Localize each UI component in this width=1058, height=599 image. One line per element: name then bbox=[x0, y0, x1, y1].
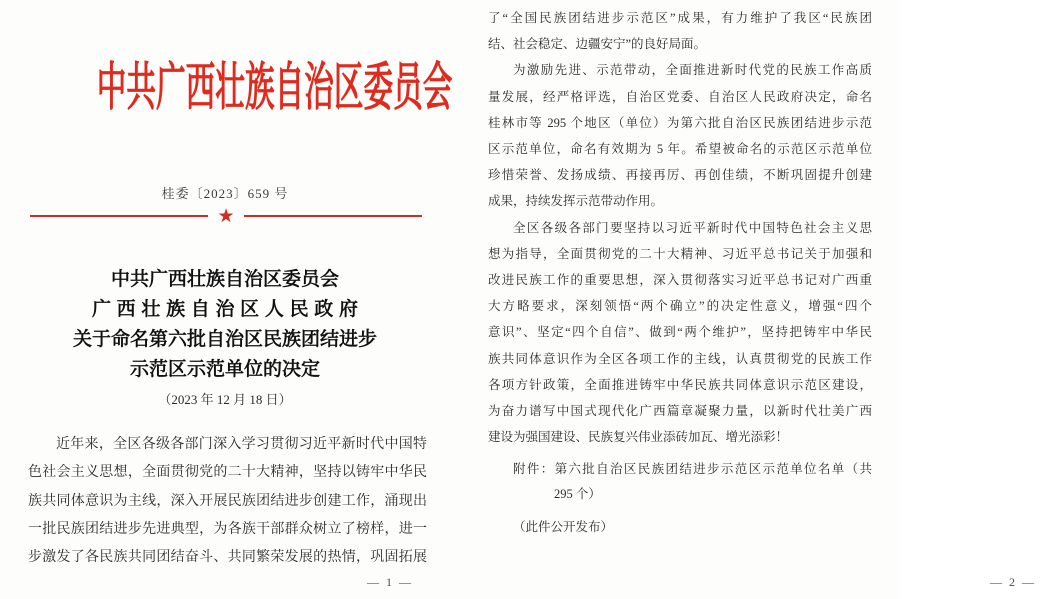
document-number: 桂委〔2023〕659 号 bbox=[161, 186, 289, 201]
title-line-4: 示范区示范单位的决定 bbox=[129, 359, 320, 380]
body-line: 结、社会稳定、边疆安宁”的良好局面。 bbox=[488, 37, 707, 52]
body-line: 大方略要求，深刻领悟“两个确立”的决定性意义，增强“四个 bbox=[488, 299, 872, 314]
page1-body bbox=[28, 431, 427, 572]
page-2 bbox=[488, 0, 1036, 599]
body-line: 各项方针政策，全面推进铸牢中华民族共同体意识示范区建设， bbox=[488, 377, 872, 392]
divider-line-right bbox=[244, 215, 422, 217]
attachment-line: 295 个） bbox=[554, 487, 601, 501]
body-line: 一批民族团结进步先进典型，为各族干部群众树立了榜样，进一 bbox=[28, 521, 427, 537]
page-number-1: — 1 — bbox=[367, 575, 413, 589]
star-icon: ★ bbox=[217, 205, 235, 227]
title-line-3: 关于命名第六批自治区民族团结进步 bbox=[72, 329, 377, 350]
body-line: 量发展，经严格评选，自治区党委、自治区人民政府决定，命名 bbox=[488, 89, 872, 104]
attachment-line: 附件：第六批自治区民族团结进步示范区示范单位名单（共 bbox=[513, 462, 872, 476]
body-line: 成果，持续发挥示范带动作用。 bbox=[488, 194, 664, 209]
document-title bbox=[0, 265, 450, 385]
divider-line-left bbox=[30, 215, 208, 217]
body-line: 全区各级各部门要坚持以习近平新时代中国特色社会主义思 bbox=[513, 220, 872, 235]
body-line: 为奋力谱写中国式现代化广西篇章凝聚力量，以新时代壮美广西 bbox=[488, 404, 872, 419]
body-line: 改进民族工作的重要思想，深入贯彻落实习近平总书记对广西重 bbox=[488, 273, 872, 288]
masthead-title: 中共广西壮族自治区委员会 bbox=[96, 60, 453, 117]
page-number-2: — 2 — bbox=[990, 575, 1036, 589]
red-divider bbox=[30, 206, 422, 226]
body-line: 族共同体意识作为全区各项工作的主线，认真贯彻党的民族工作 bbox=[488, 351, 872, 366]
body-line: 想为指导，全面贯彻党的二十大精神、习近平总书记关于加强和 bbox=[488, 246, 872, 261]
body-line: 为激励先进、示范带动，全面推进新时代党的民族工作高质 bbox=[513, 63, 872, 78]
body-line: 区示范单位，命名有效期为 5 年。希望被命名的示范区示范单位 bbox=[488, 142, 872, 157]
body-line: 步激发了各民族共同团结奋斗、共同繁荣发展的热情，巩固拓展 bbox=[28, 550, 427, 566]
title-line-2: 广西壮族自治区人民政府 bbox=[91, 299, 364, 320]
attachment-note bbox=[488, 457, 872, 507]
body-line: 族共同体意识为主线，深入开展民族团结进步创建工作，涌现出 bbox=[28, 493, 427, 509]
body-line: 桂林市等 295 个地区（单位）为第六批自治区民族团结进步示范 bbox=[488, 115, 872, 130]
publish-note: （此件公开发布） bbox=[513, 520, 614, 534]
body-line: 了“全国民族团结进步示范区”成果，有力维护了我区“民族团 bbox=[488, 11, 872, 25]
body-line: 建设为强国建设、民族复兴伟业添砖加瓦、增光添彩！ bbox=[488, 430, 789, 445]
document-date: （2023 年 12 月 18 日） bbox=[158, 392, 292, 407]
body-line: 意识”、坚定“四个自信”、做到“两个维护”，坚持把铸牢中华民 bbox=[488, 325, 872, 340]
body-line: 近年来，全区各级各部门深入学习贯彻习近平新时代中国特 bbox=[56, 437, 427, 452]
body-line: 珍惜荣誉、发扬成绩、再接再厉、再创佳绩，不断巩固提升创建 bbox=[488, 168, 872, 183]
body-line: 色社会主义思想，全面贯彻党的二十大精神，坚持以铸牢中华民 bbox=[28, 465, 427, 481]
page-1 bbox=[0, 0, 453, 599]
page2-body bbox=[488, 5, 872, 450]
title-line-1: 中共广西壮族自治区委员会 bbox=[110, 269, 339, 290]
